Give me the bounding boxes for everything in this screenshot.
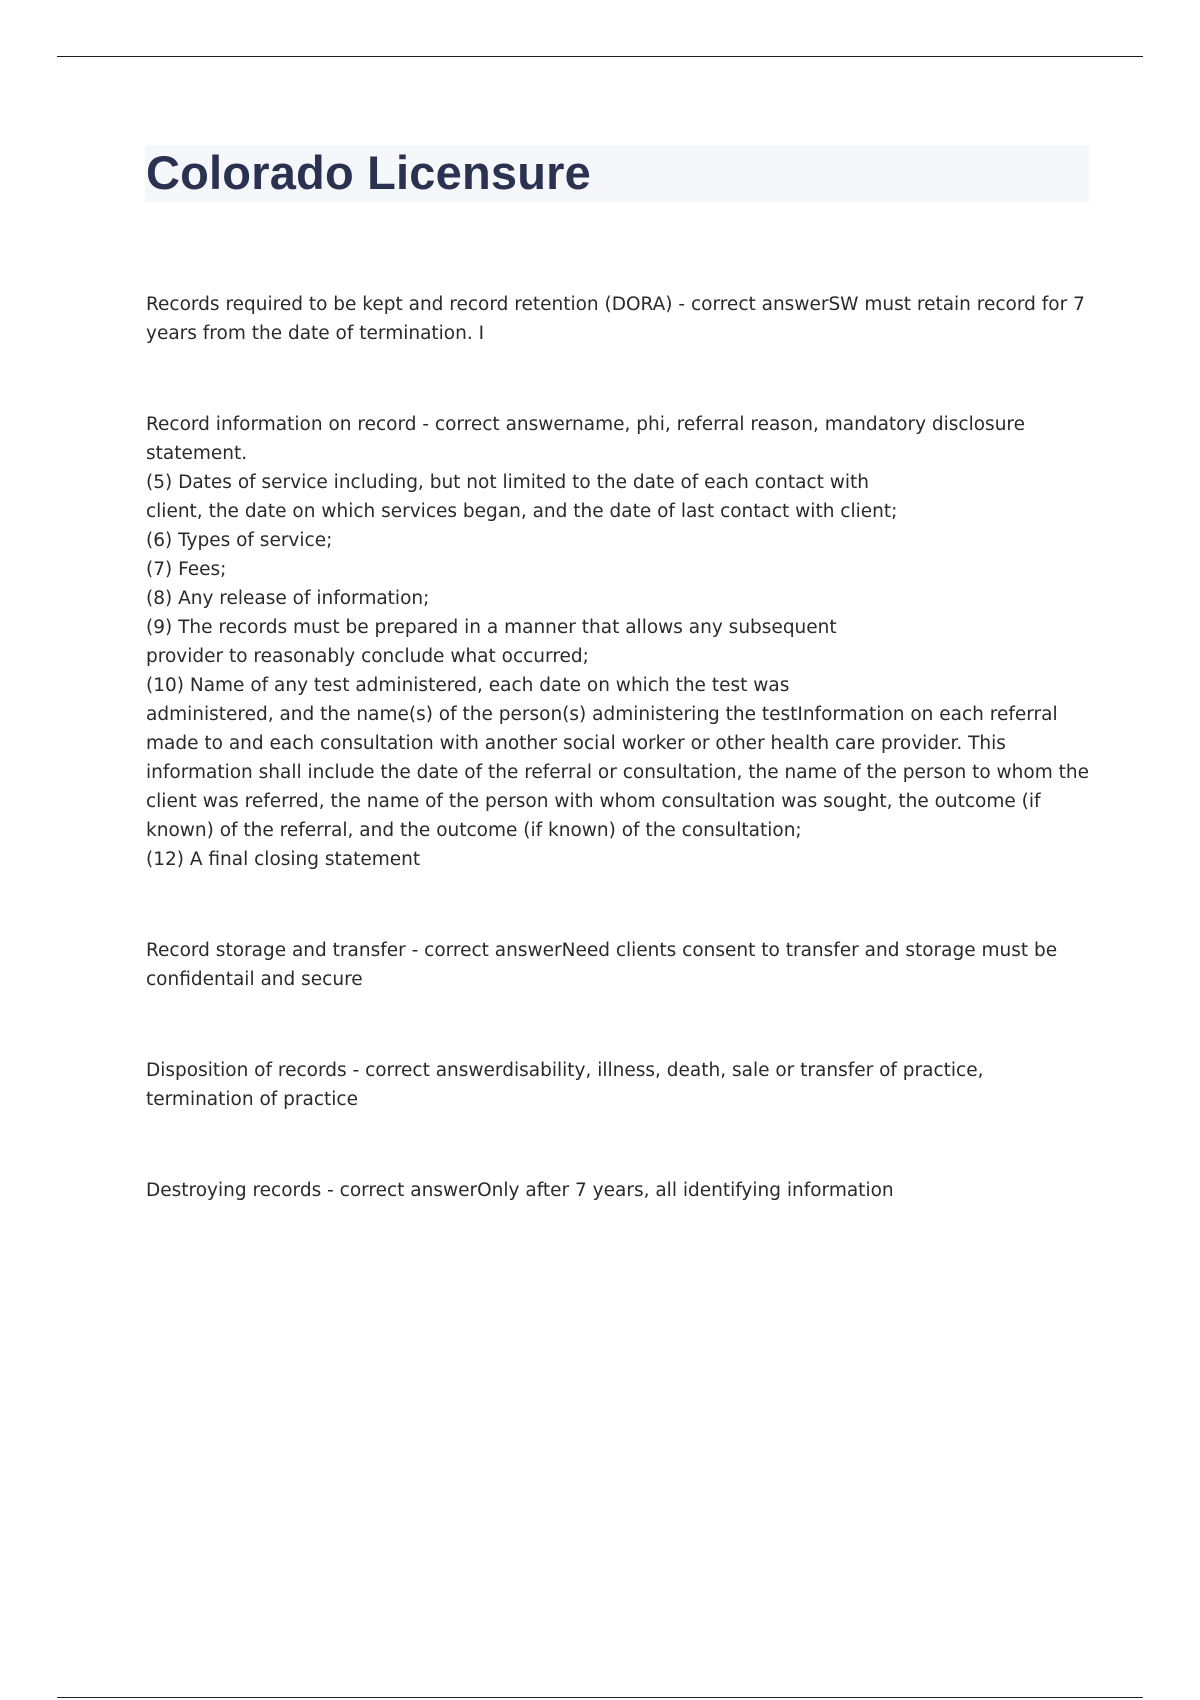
detail-line: (12) A final closing statement — [146, 849, 421, 870]
qa-entry — [146, 290, 1096, 348]
qa-entry — [146, 1176, 1096, 1205]
qa-text: Disposition of records - correct answerdisability, illness, death, sale or transfer of practice, termination of practice — [146, 1060, 984, 1110]
document-body — [146, 290, 1096, 1205]
detail-line: (8) Any release of information; — [146, 588, 430, 609]
detail-line: (7) Fees; — [146, 559, 227, 580]
qa-text: Record information on record - correct answername, phi, referral reason, mandatory disclosure statement. — [146, 414, 1026, 464]
detail-line: (10) Name of any test administered, each date on which the test was — [146, 675, 790, 696]
header-rule — [57, 56, 1143, 57]
page-title: Colorado Licensure — [146, 146, 591, 199]
detail-line: (6) Types of service; — [146, 530, 333, 551]
detail-line: client, the date on which services began, and the date of last contact with client; — [146, 501, 898, 522]
qa-text: Destroying records - correct answerOnly after 7 years, all identifying information — [146, 1180, 894, 1201]
footer-rule — [57, 1697, 1143, 1698]
detail-line: provider to reasonably conclude what occurred; — [146, 646, 589, 667]
qa-entry — [146, 1056, 1096, 1114]
detail-paragraph: administered, and the name(s) of the person(s) administering the testInformation on each referral made to and each consultation with another social worker or other health care provider. This information shall include the date of the referral or consultation, the name of the person to whom the client was referred, the name of the person with whom consultation was sought, the outcome (if known) of the referral, and the outcome (if known) of the consultation; — [146, 704, 1089, 841]
qa-text: Record storage and transfer - correct answerNeed clients consent to transfer and storage must be confidentail and secure — [146, 940, 1058, 990]
detail-line: (5) Dates of service including, but not limited to the date of each contact with — [146, 472, 870, 493]
qa-text: Records required to be kept and record retention (DORA) - correct answerSW must retain record for 7 years from the date of termination. I — [146, 294, 1085, 344]
qa-entry — [146, 410, 1096, 874]
detail-line: (9) The records must be prepared in a manner that allows any subsequent — [146, 617, 837, 638]
qa-entry — [146, 936, 1096, 994]
